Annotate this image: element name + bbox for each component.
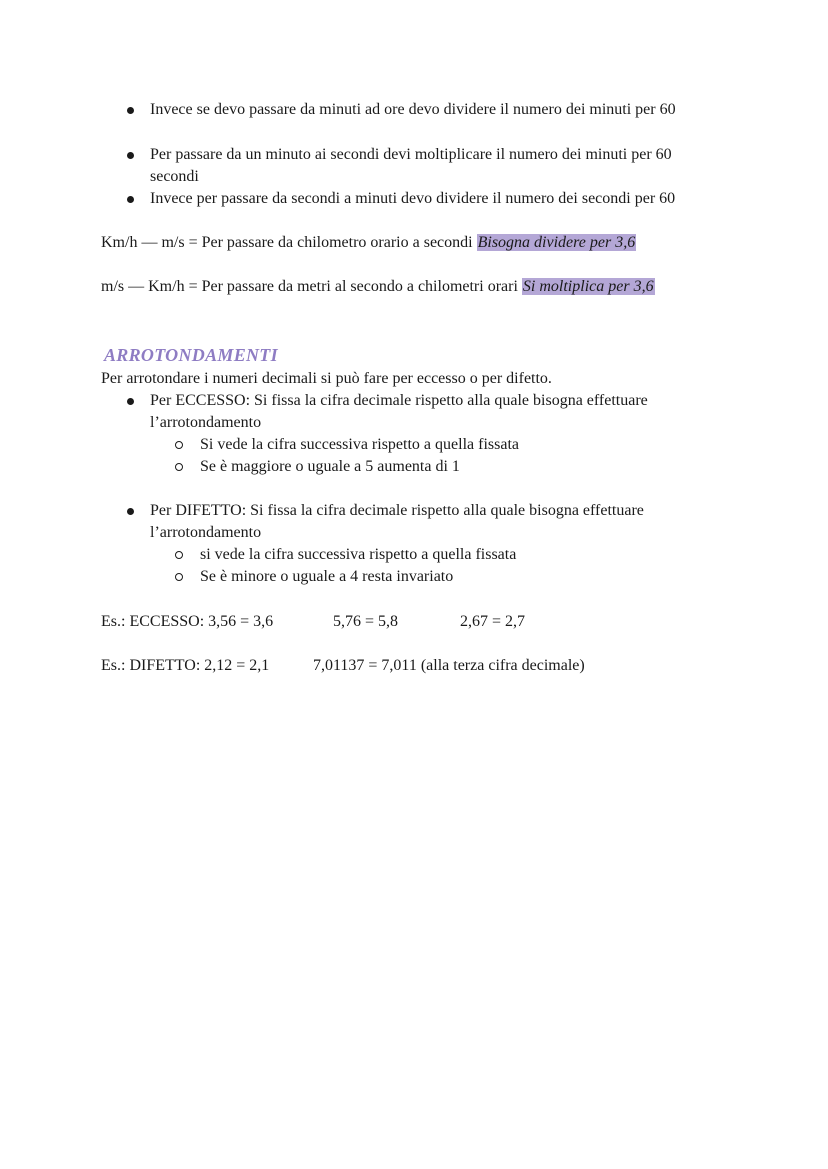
highlighted-rule: Bisogna dividere per 3,6	[477, 234, 636, 251]
sub-bullet-circle	[175, 441, 183, 449]
sub-bullet-circle	[175, 573, 183, 581]
bullet-text: Invece per passare da secondi a minuti devo dividere il numero dei secondi per 60	[150, 190, 676, 207]
rounding-intro: Per arrotondare i numeri decimali si può fare per eccesso o per difetto.	[101, 370, 552, 387]
defect-rule: Per DIFETTO: Si fissa la cifra decimale rispetto alla quale bisogna effettuare	[150, 502, 644, 519]
bullet-dot	[127, 508, 134, 515]
excess-sub-item: Se è maggiore o uguale a 5 aumenta di 1	[200, 458, 460, 475]
excess-sub-item: Si vede la cifra successiva rispetto a quella fissata	[200, 436, 519, 453]
rule-text: Km/h — m/s = Per passare da chilometro orario a secondi	[101, 234, 477, 251]
defect-sub-item: Se è minore o uguale a 4 resta invariato	[200, 568, 454, 585]
bullet-text: Invece se devo passare da minuti ad ore devo dividere il numero dei minuti per 60	[150, 101, 676, 118]
bullet-text-continued: secondi	[150, 168, 199, 185]
defect-sub-item: si vede la cifra successiva rispetto a quella fissata	[200, 546, 517, 563]
sub-bullet-circle	[175, 551, 183, 559]
bullet-text: Per passare da un minuto ai secondi devi moltiplicare il numero dei minuti per 60	[150, 146, 672, 163]
sub-bullet-circle	[175, 463, 183, 471]
highlighted-rule: Si moltiplica per 3,6	[522, 278, 654, 295]
excess-rule: Per ECCESSO: Si fissa la cifra decimale rispetto alla quale bisogna effettuare	[150, 392, 648, 409]
example-excess-3: 2,67 = 2,7	[460, 613, 526, 630]
ms-to-kmh-rule	[101, 276, 655, 298]
example-defect-2: 7,01137 = 7,011 (alla terza cifra decimale)	[313, 657, 585, 674]
example-defect-1: Es.: DIFETTO: 2,12 = 2,1	[101, 657, 270, 674]
kmh-to-ms-rule	[101, 232, 636, 254]
excess-rule-continued: l’arrotondamento	[150, 414, 262, 431]
bullet-dot	[127, 107, 134, 114]
example-excess-1: Es.: ECCESSO: 3,56 = 3,6	[101, 613, 274, 630]
defect-rule-continued: l’arrotondamento	[150, 524, 262, 541]
example-excess-2: 5,76 = 5,8	[333, 613, 399, 630]
bullet-dot	[127, 398, 134, 405]
rule-text: m/s — Km/h = Per passare da metri al secondo a chilometri orari	[101, 278, 522, 295]
section-heading: ARROTONDAMENTI	[104, 345, 278, 365]
bullet-dot	[127, 152, 134, 159]
bullet-dot	[127, 196, 134, 203]
